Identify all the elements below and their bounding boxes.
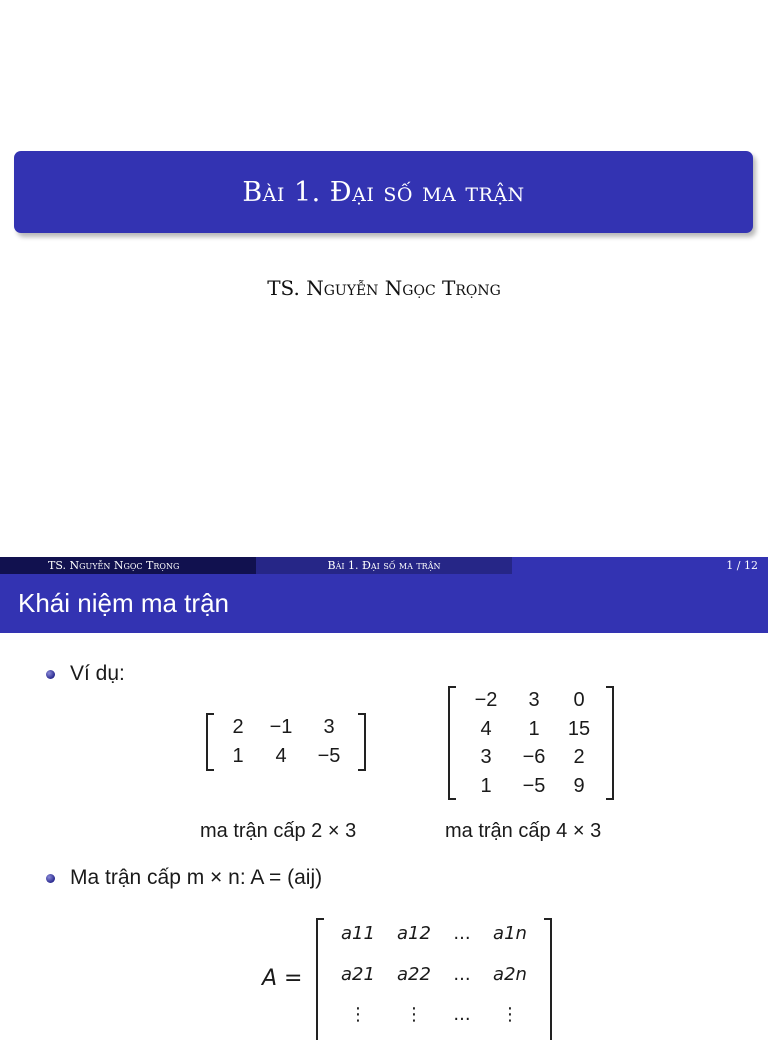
matrix-entry: ... [453, 1004, 471, 1026]
caption-4x3: ma trận cấp 4 × 3 [445, 820, 602, 842]
slide-title: Bài 1. Đại số ma trận [242, 176, 525, 208]
matrix-entry: a11 [341, 923, 375, 944]
footer-bar [0, 557, 768, 574]
matrix-entry: 15 [567, 717, 591, 740]
right-bracket [606, 686, 614, 800]
general-matrix [316, 918, 552, 1040]
matrix-entry: 2 [573, 746, 585, 768]
slide-author: TS. Nguyễn Ngọc Trọng [267, 276, 501, 300]
matrix-entry: −2 [474, 689, 498, 711]
matrix-entry: −5 [317, 745, 341, 767]
matrix-entry: a12 [397, 923, 431, 944]
matrix-entry: 1 [232, 745, 244, 767]
matrix-entry: a22 [397, 963, 431, 985]
matrix-lhs: A = [262, 966, 303, 991]
right-bracket [544, 918, 552, 1040]
matrix-entry: 3 [480, 746, 492, 768]
bullet-text: Ví dụ: [70, 662, 125, 685]
frame-title: Khái niệm ma trận [0, 574, 768, 633]
matrix-entry: ⋮ [405, 1004, 423, 1026]
matrix-cells [456, 686, 606, 800]
matrix-entry: 4 [480, 717, 492, 740]
matrix-entry: ⋮ [501, 1004, 519, 1026]
footer-title: Bài 1. Đại số ma trận [256, 557, 512, 574]
matrix-entry: a21 [341, 963, 375, 985]
bullet-item-example [46, 662, 125, 686]
matrix-entry: 1 [528, 717, 540, 740]
bullet-icon [46, 874, 55, 883]
bullet-icon [46, 670, 55, 679]
footer-page-number: 1 / 12 [512, 557, 768, 574]
matrix-entry: 1 [480, 774, 492, 797]
matrix-entry: ⋮ [349, 1004, 367, 1026]
footer-author: TS. Nguyễn Ngọc Trọng [0, 557, 256, 574]
caption-2x3: ma trận cấp 2 × 3 [200, 820, 357, 842]
matrix-4x3 [448, 686, 614, 800]
matrix-entry: a2n [493, 963, 527, 985]
left-bracket [448, 686, 456, 800]
matrix-entry: 4 [275, 745, 287, 767]
matrix-entry: 2 [232, 716, 244, 738]
right-bracket [358, 713, 366, 771]
matrix-entry: ... [453, 963, 471, 985]
matrix-entry: 9 [573, 774, 585, 797]
matrix-cells [324, 918, 544, 1040]
matrix-entry: 3 [528, 689, 540, 711]
bullet-item-definition [46, 866, 322, 890]
matrix-entry: 3 [323, 716, 335, 738]
matrix-2x3 [206, 713, 366, 771]
matrix-entry: a1n [493, 923, 527, 944]
matrix-cells [214, 713, 358, 771]
matrix-entry: 0 [573, 689, 585, 711]
left-bracket [316, 918, 324, 1040]
matrix-entry: −1 [269, 716, 293, 738]
bullet-text: Ma trận cấp m × n: A = (aij) [70, 866, 323, 889]
matrix-entry: −6 [522, 746, 546, 768]
title-box [14, 151, 753, 233]
left-bracket [206, 713, 214, 771]
matrix-entry: ... [453, 923, 471, 944]
matrix-entry: −5 [522, 774, 546, 797]
